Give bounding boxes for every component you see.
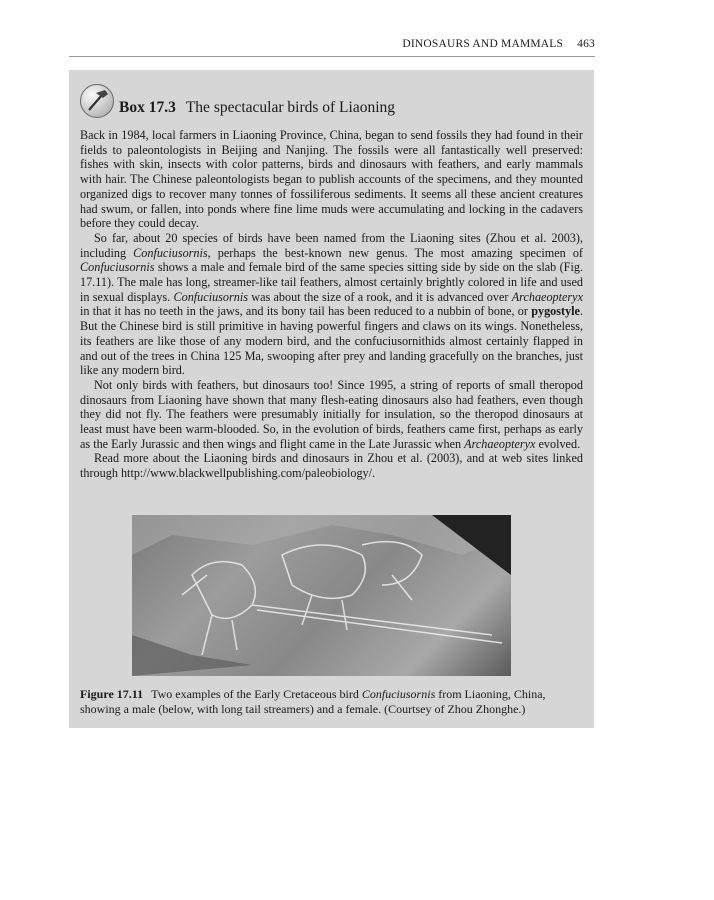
box-title: [119, 99, 395, 117]
box-17-3: [69, 70, 594, 728]
italic-term: Confuciusornis: [173, 289, 248, 304]
paragraph: [80, 378, 583, 452]
text-run: So far, about 20 species of birds have been named from the Liaoning sites (Zhou et al. 2003), including: [80, 230, 583, 260]
text-run: , perhaps the best-known new genus. The most amazing specimen of: [207, 245, 583, 260]
text-run: in that it has no teeth in the jaws, and its bony tail has been reduced to a nubbin of bone, or: [80, 304, 532, 319]
box-body: [80, 128, 583, 481]
bold-term: pygostyle: [531, 304, 580, 319]
caption-text: Two examples of the Early Cretaceous bird: [151, 687, 362, 701]
italic-term: Confuciusornis: [133, 245, 208, 260]
paragraph: [80, 128, 583, 231]
running-title: DINOSAURS AND MAMMALS: [402, 38, 564, 50]
figure-label: Figure 17.11: [80, 687, 144, 701]
hammer-icon: [80, 84, 114, 118]
text-run: shows a male and female bird of the same species sitting side by side on the slab (Fig. 17.11). The male has long, streamer-like tail feathers, almost certainly brightly colored in life and used in sexual displays.: [80, 260, 583, 304]
paragraph: [80, 231, 583, 378]
box-label: Box 17.3: [119, 99, 176, 116]
text-run: . But the Chinese bird is still primitive in having powerful fingers and claws on its wings. Nonetheless, its feathers are like those of any modern bird, and the confuciusornithids almost certainly flapped in and out of the trees in China 125 Ma, swooping after prey and landing gracefully on the branches, just like any modern bird.: [80, 304, 583, 378]
text-run: was about the size of a rook, and it is advanced over: [247, 289, 512, 304]
text-run: Not only birds with feathers, but dinosaurs too! Since 1995, a string of reports of small theropod dinosaurs from Liaoning have shown that many flesh-eating dinosaurs also had feathers, even though they did not fly. The feathers were presumably initially for insulation, so the theropod dinosaurs at least must have been warm-blooded. So, in the evolution of birds, feathers came first, perhaps as early as the Early Jurassic and then wings and flight came in the Late Jurassic when: [80, 377, 583, 451]
paragraph: [80, 451, 583, 480]
running-head: [402, 38, 595, 50]
figure-caption: [80, 687, 583, 717]
text-run: evolved.: [535, 436, 581, 451]
caption-italic: Confuciusornis: [361, 687, 436, 701]
italic-term: Archaeopteryx: [464, 436, 536, 451]
italic-term: Archaeopteryx: [511, 289, 583, 304]
box-title-text: The spectacular birds of Liaoning: [185, 99, 396, 116]
italic-term: Confuciusornis: [80, 260, 155, 275]
header-rule: [69, 56, 595, 57]
fossil-photo: [132, 515, 511, 676]
text-run: Back in 1984, local farmers in Liaoning Province, China, began to send fossils they had found in their fields to paleontologists in Beijing and Nanjing. The fossils were all fantastically well preserved: fishes with skin, insects with color patterns, birds and dinosaurs with feathers, and early mammals with hair. The Chinese paleontologists began to publish accounts of the specimens, and they mounted organized digs to recover many tonnes of fossiliferous sediments. It seems all these ancient creatures had swum, or fallen, into ponds where fine lime muds were accumulating and locking in the cadavers before they could decay.: [80, 128, 583, 231]
caption-text-end: from Liaoning, China, showing a male (below, with long tail streamers) and a female. (Courtsey of Zhou Zhonghe.): [80, 687, 546, 716]
page-number: 463: [577, 38, 595, 50]
text-run: Read more about the Liaoning birds and dinosaurs in Zhou et al. (2003), and at web sites linked through http://www.blackwellpublishing.com/paleobiology/.: [80, 451, 583, 481]
